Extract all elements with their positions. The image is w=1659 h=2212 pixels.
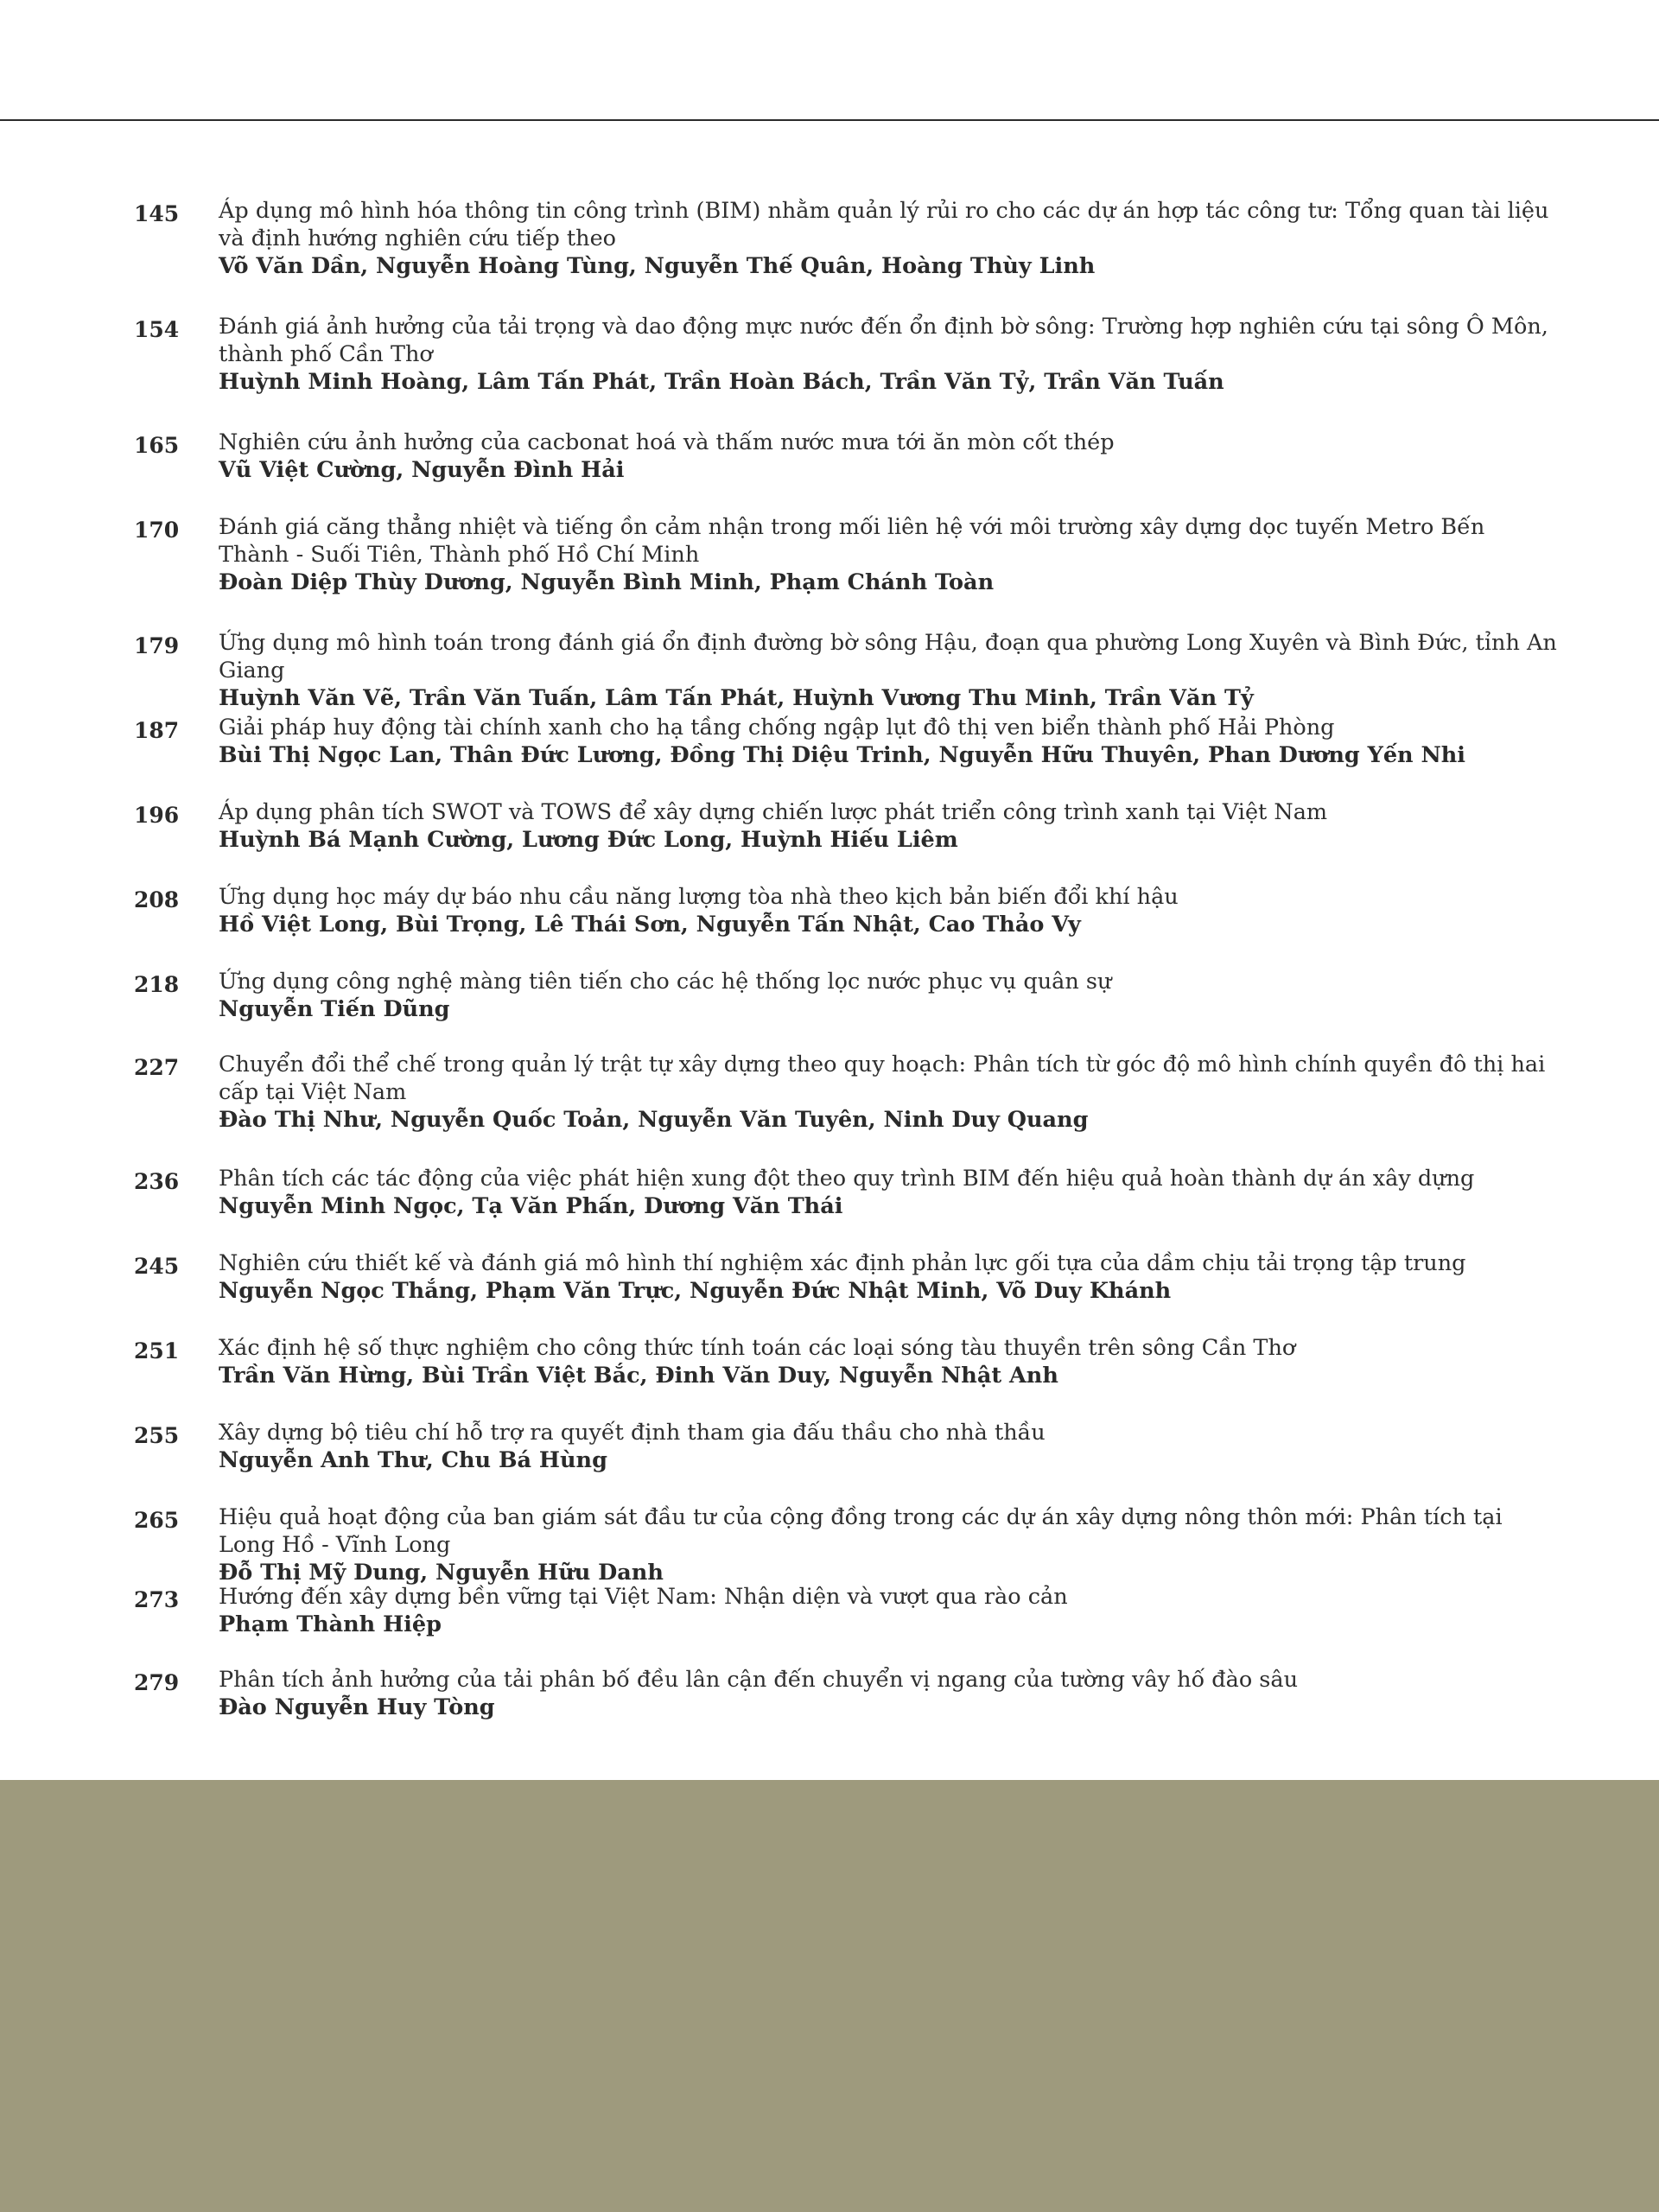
toc-entry-body [219, 883, 1560, 938]
toc-page-number: 227 [134, 1055, 180, 1080]
toc-entry [134, 1419, 1560, 1474]
article-title: Phân tích ảnh hưởng của tải phân bố đều lân cận đến chuyển vị ngang của tường vây hố đào sâu [219, 1667, 1299, 1693]
toc-page-number: 265 [134, 1508, 180, 1533]
toc-page-number: 251 [134, 1338, 180, 1363]
article-authors: Huỳnh Văn Vẽ, Trần Văn Tuấn, Lâm Tấn Phát, Huỳnh Vương Thu Minh, Trần Văn Tỷ [219, 685, 1254, 711]
toc-page-number: 218 [134, 972, 180, 997]
toc-entry-body [219, 1051, 1560, 1134]
article-title: Đánh giá căng thẳng nhiệt và tiếng ồn cảm nhận trong mối liên hệ với môi trường xây dựng dọc tuyến Metro Bến Thành - Suối Tiên, Thành phố Hồ Chí Minh [219, 514, 1485, 568]
article-title: Ứng dụng mô hình toán trong đánh giá ổn định đường bờ sông Hậu, đoạn qua phường Long Xuyên và Bình Đức, tỉnh An Giang [219, 630, 1557, 683]
toc-entry [134, 714, 1560, 769]
article-title: Áp dụng phân tích SWOT và TOWS để xây dựng chiến lược phát triển công trình xanh tại Việt Nam [219, 799, 1328, 825]
toc-entry-body [219, 798, 1560, 854]
article-authors: Phạm Thành Hiệp [219, 1611, 442, 1637]
toc-page-number: 187 [134, 718, 180, 743]
toc-entry [134, 313, 1560, 396]
toc-entry [134, 1666, 1560, 1721]
article-authors: Đào Thị Như, Nguyễn Quốc Toản, Nguyễn Văn Tuyên, Ninh Duy Quang [219, 1107, 1089, 1133]
toc-entry-body [219, 1583, 1560, 1638]
article-title: Hiệu quả hoạt động của ban giám sát đầu tư của cộng đồng trong các dự án xây dựng nông thôn mới: Phân tích tại Long Hồ - Vĩnh Long [219, 1504, 1503, 1558]
article-title: Ứng dụng học máy dự báo nhu cầu năng lượng tòa nhà theo kịch bản biến đổi khí hậu [219, 884, 1179, 910]
toc-entry [134, 1249, 1560, 1305]
toc-entry-body [219, 1165, 1560, 1220]
article-authors: Võ Văn Dần, Nguyễn Hoàng Tùng, Nguyễn Thế Quân, Hoàng Thùy Linh [219, 253, 1096, 279]
toc-page-number: 170 [134, 518, 180, 543]
toc-entry-body [219, 1249, 1560, 1305]
article-authors: Bùi Thị Ngọc Lan, Thân Đức Lương, Đồng Thị Diệu Trinh, Nguyễn Hữu Thuyên, Phan Dương Yến Nhi [219, 742, 1465, 768]
toc-entry-body [219, 1503, 1560, 1586]
toc-entry [134, 513, 1560, 596]
toc-entry [134, 1583, 1560, 1638]
article-title: Nghiên cứu ảnh hưởng của cacbonat hoá và thấm nước mưa tới ăn mòn cốt thép [219, 429, 1115, 455]
article-title: Xây dựng bộ tiêu chí hỗ trợ ra quyết định tham gia đấu thầu cho nhà thầu [219, 1420, 1046, 1446]
article-authors: Huỳnh Bá Mạnh Cường, Lương Đức Long, Huỳnh Hiếu Liêm [219, 827, 958, 853]
toc-entry [134, 1334, 1560, 1389]
toc-entry [134, 798, 1560, 854]
article-title: Ứng dụng công nghệ màng tiên tiến cho các hệ thống lọc nước phục vụ quân sự [219, 969, 1112, 995]
toc-entry-body [219, 313, 1560, 396]
toc-page-number: 145 [134, 201, 180, 226]
article-title: Hướng đến xây dựng bền vững tại Việt Nam: Nhận diện và vượt qua rào cản [219, 1584, 1068, 1610]
toc-entry [134, 1165, 1560, 1220]
toc-page-number: 154 [134, 317, 180, 342]
article-authors: Đoàn Diệp Thùy Dương, Nguyễn Bình Minh, Phạm Chánh Toàn [219, 569, 995, 595]
toc-entry-body [219, 1419, 1560, 1474]
toc-entry-body [219, 1334, 1560, 1389]
toc-entry-body [219, 429, 1560, 484]
article-authors: Trần Văn Hừng, Bùi Trần Việt Bắc, Đinh Văn Duy, Nguyễn Nhật Anh [219, 1363, 1058, 1389]
toc-entry [134, 968, 1560, 1023]
toc-entry [134, 629, 1560, 712]
article-authors: Nguyễn Tiến Dũng [219, 996, 450, 1022]
article-title: Xác định hệ số thực nghiệm cho công thức tính toán các loại sóng tàu thuyền trên sông Cần Thơ [219, 1335, 1296, 1361]
article-authors: Đỗ Thị Mỹ Dung, Nguyễn Hữu Danh [219, 1560, 664, 1586]
toc-entry [134, 1503, 1560, 1586]
toc-entry [134, 197, 1560, 280]
header-rule [0, 119, 1659, 121]
article-authors: Huỳnh Minh Hoàng, Lâm Tấn Phát, Trần Hoàn Bách, Trần Văn Tỷ, Trần Văn Tuấn [219, 369, 1224, 395]
article-authors: Hồ Việt Long, Bùi Trọng, Lê Thái Sơn, Nguyễn Tấn Nhật, Cao Thảo Vy [219, 912, 1081, 938]
toc-entry [134, 429, 1560, 484]
article-title: Phân tích các tác động của việc phát hiện xung đột theo quy trình BIM đến hiệu quả hoàn thành dự án xây dựng [219, 1166, 1475, 1192]
toc-page-number: 279 [134, 1670, 180, 1695]
article-authors: Đào Nguyễn Huy Tòng [219, 1694, 495, 1720]
toc-page-number: 245 [134, 1254, 180, 1279]
toc-entry-body [219, 629, 1560, 712]
article-title: Giải pháp huy động tài chính xanh cho hạ tầng chống ngập lụt đô thị ven biển thành phố Hải Phòng [219, 715, 1335, 741]
toc-entry-body [219, 714, 1560, 769]
footer-band [0, 1780, 1659, 2212]
article-title: Áp dụng mô hình hóa thông tin công trình (BIM) nhằm quản lý rủi ro cho các dự án hợp tác công tư: Tổng quan tài liệu và định hướng nghiên cứu tiếp theo [219, 198, 1549, 251]
article-authors: Nguyễn Ngọc Thắng, Phạm Văn Trực, Nguyễn Đức Nhật Minh, Võ Duy Khánh [219, 1278, 1172, 1304]
toc-entry [134, 883, 1560, 938]
toc-page-number: 255 [134, 1423, 180, 1448]
toc-entry-body [219, 1666, 1560, 1721]
toc-page-number: 236 [134, 1169, 180, 1194]
toc-entry [134, 1051, 1560, 1134]
toc-page-number: 196 [134, 803, 180, 828]
article-authors: Nguyễn Minh Ngọc, Tạ Văn Phấn, Dương Văn Thái [219, 1193, 843, 1219]
toc-page-number: 179 [134, 633, 180, 658]
article-title: Đánh giá ảnh hưởng của tải trọng và dao động mực nước đến ổn định bờ sông: Trường hợp nghiên cứu tại sông Ô Môn, thành phố Cần Thơ [219, 314, 1548, 367]
article-title: Chuyển đổi thể chế trong quản lý trật tự xây dựng theo quy hoạch: Phân tích từ góc độ mô hình chính quyền đô thị hai cấp tại Việt Nam [219, 1052, 1546, 1105]
article-title: Nghiên cứu thiết kế và đánh giá mô hình thí nghiệm xác định phản lực gối tựa của dầm chịu tải trọng tập trung [219, 1250, 1466, 1276]
toc-entry-body [219, 513, 1560, 596]
toc-page-number: 208 [134, 887, 180, 912]
article-authors: Vũ Việt Cường, Nguyễn Đình Hải [219, 457, 625, 483]
toc-entry-body [219, 968, 1560, 1023]
toc-page-number: 165 [134, 433, 180, 458]
toc-page-number: 273 [134, 1587, 180, 1612]
toc-entry-body [219, 197, 1560, 280]
article-authors: Nguyễn Anh Thư, Chu Bá Hùng [219, 1447, 607, 1473]
